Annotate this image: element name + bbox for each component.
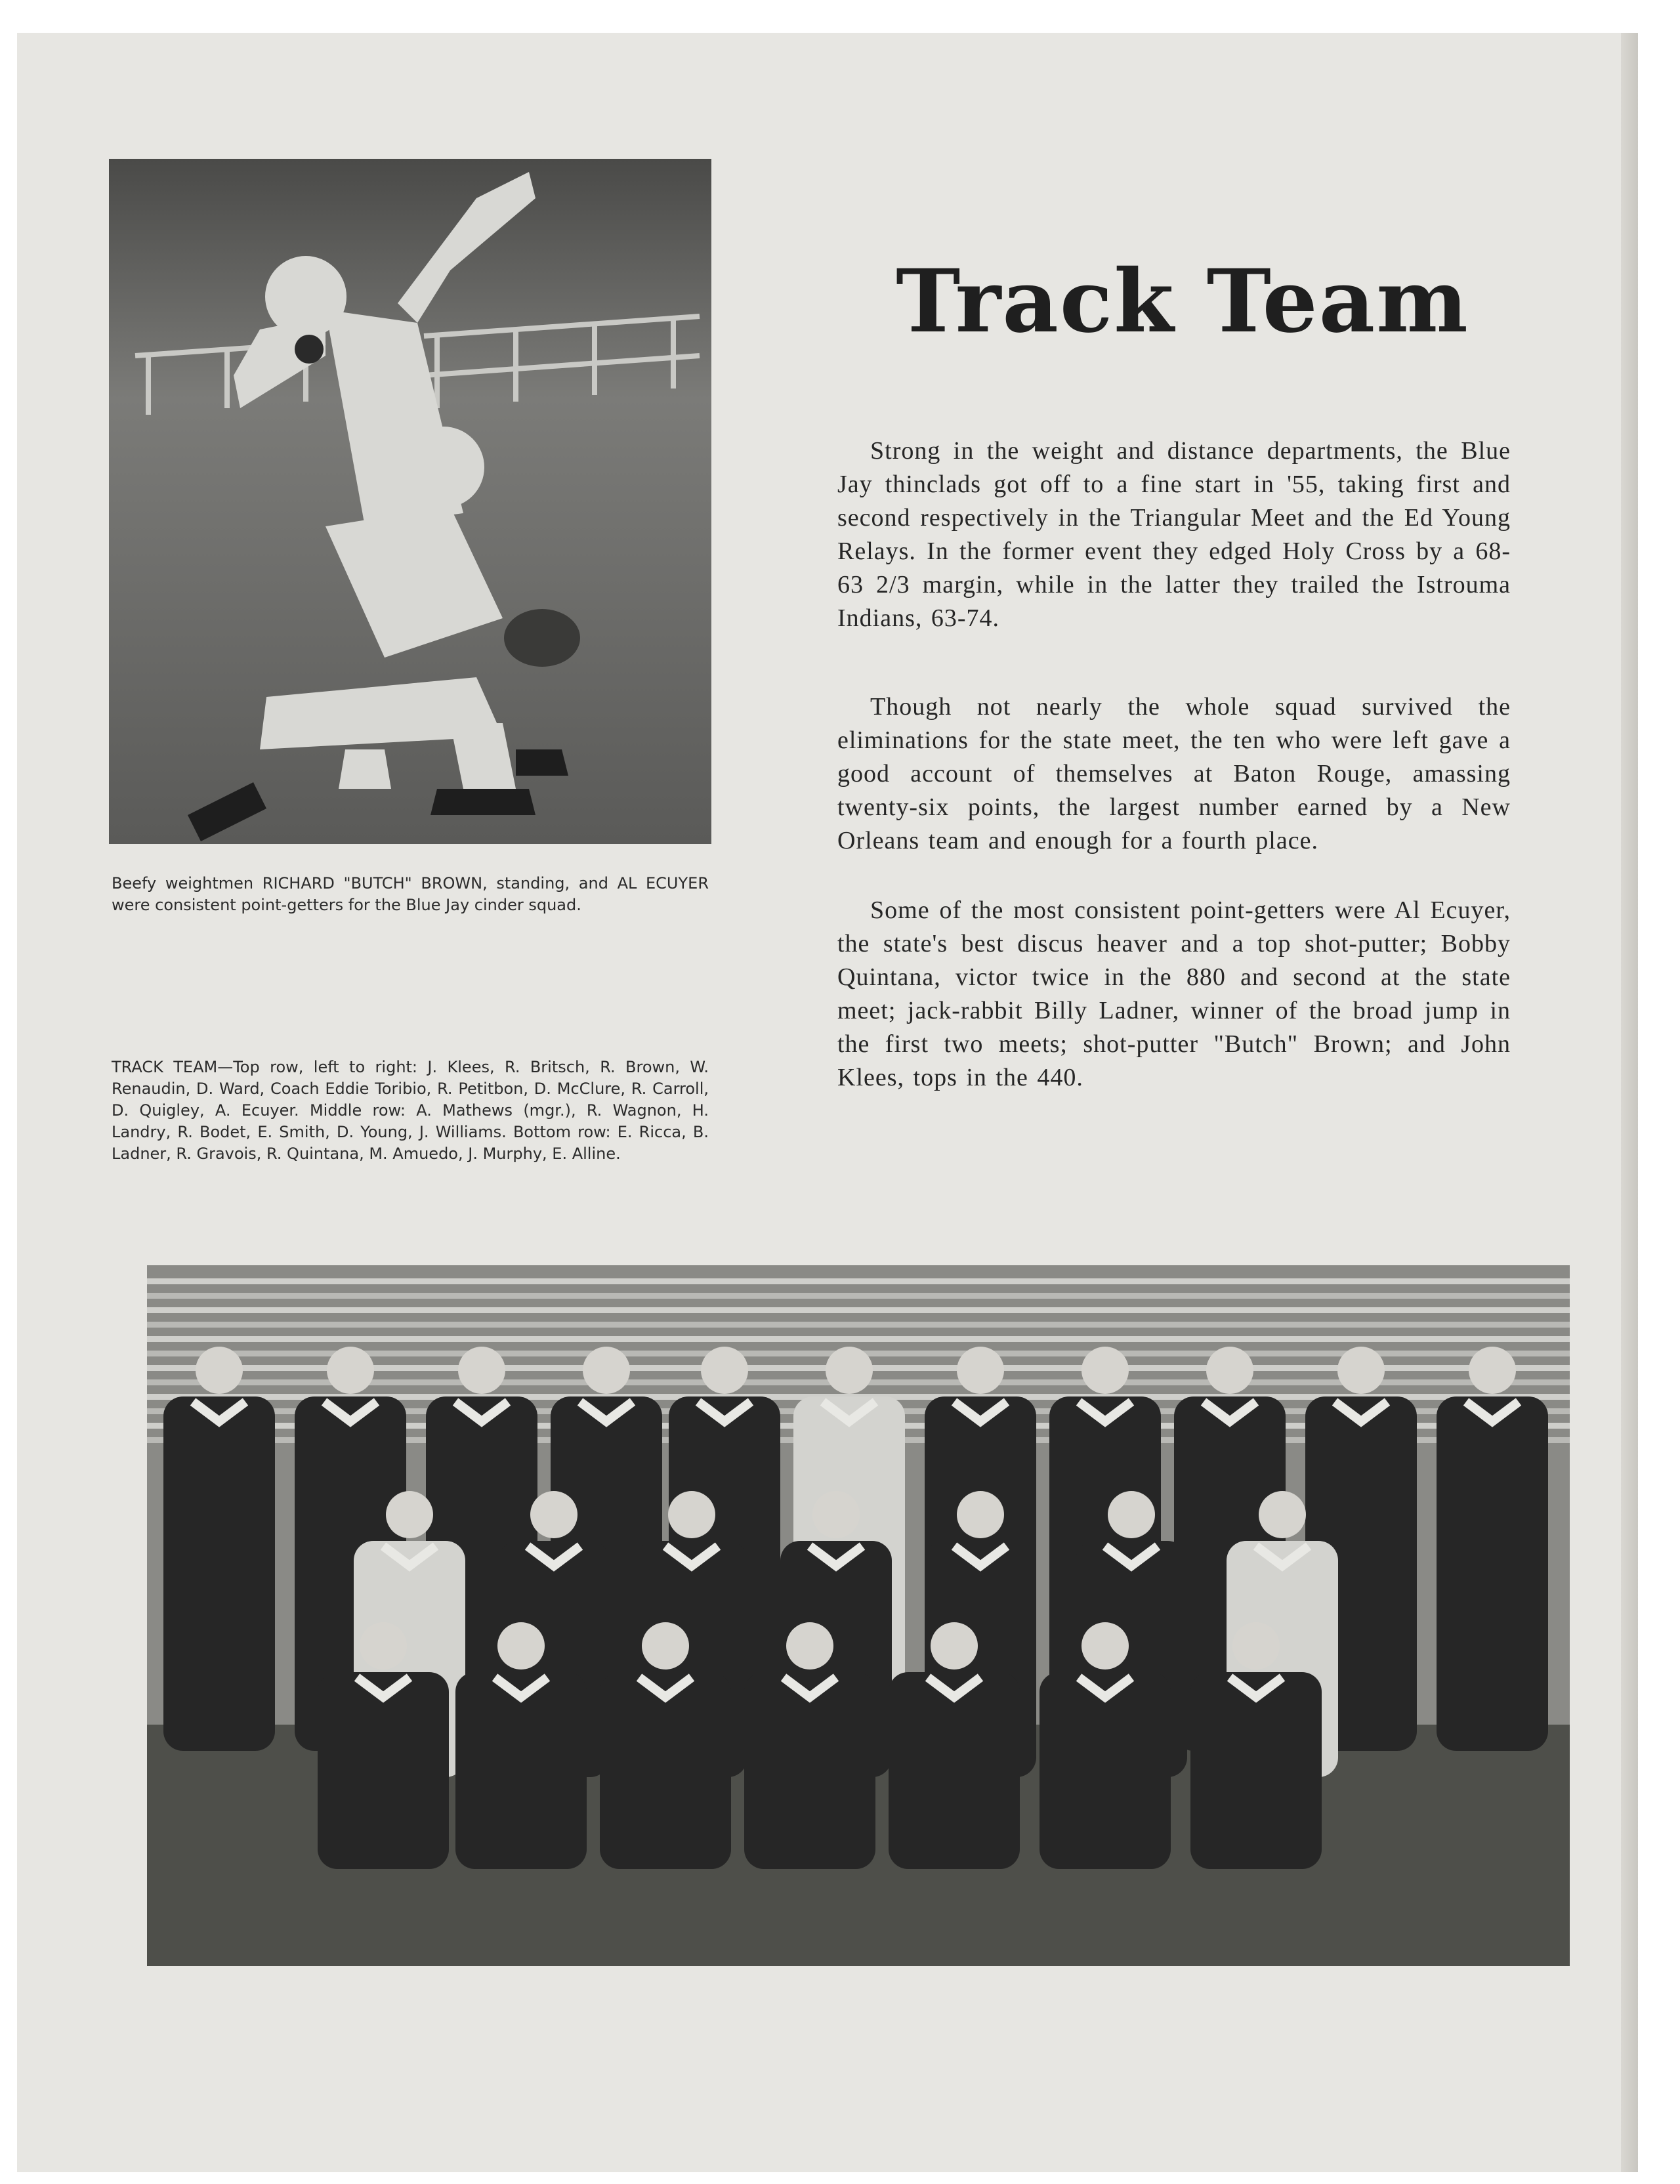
team-group-photo (147, 1265, 1570, 1966)
weightmen-photo (109, 159, 711, 844)
article-paragraph: Some of the most consistent point-getters were Al Ecuyer, the state's best discus heaver and a top shot-putter; Bobby Quintana, victor twice in the 880 and second at the state meet; jack-rabbit Billy Ladner, winner of the broad jump in the first two meets; shot-putter "Butch" Brown; and John Klees, tops in the 440. (837, 896, 1511, 1091)
page-title: Track Team (896, 251, 1469, 352)
team-group-photo-image (147, 1265, 1570, 1966)
weightmen-photo-image (109, 159, 711, 844)
team-roster-caption: TRACK TEAM—Top row, left to right: J. Klees, R. Britsch, R. Brown, W. Renaudin, D. Ward, Coach Eddie Toribio, R. Petitbon, D. McClure, R. Carroll, D. Quigley, A. Ecuyer. Middle row: A. Mathews (mgr.), R. Wagnon, H. Landry, R. Bodet, E. Smith, D. Young, J. Williams. Bottom row: E. Ricca, B. Ladner, R. Gravois, R. Quintana, M. Amuedo, J. Murphy, E. Alline. (112, 1058, 709, 1163)
team-member (1437, 1347, 1548, 1751)
team-member (163, 1347, 275, 1751)
yearbook-page (17, 33, 1638, 2172)
page-edge (1621, 33, 1638, 2172)
weightmen-caption: Beefy weightmen RICHARD "BUTCH" BROWN, standing, and AL ECUYER were consistent point-getters for the Blue Jay cinder squad. (112, 874, 709, 914)
article-paragraph: Though not nearly the whole squad survived the eliminations for the state meet, the ten who were left gave a good account of themselves at Baton Rouge, amassing twenty-six points, the largest number earned by a New Orleans team and enough for a fourth place. (837, 693, 1511, 854)
article-paragraph: Strong in the weight and distance departments, the Blue Jay thinclads got off to a fine start in '55, taking first and second respectively in the Triangular Meet and the Ed Young Relays. In the former event they edged Holy Cross by a 68-63 2/3 margin, while in the latter they trailed the Istrouma Indians, 63-74. (837, 437, 1511, 632)
